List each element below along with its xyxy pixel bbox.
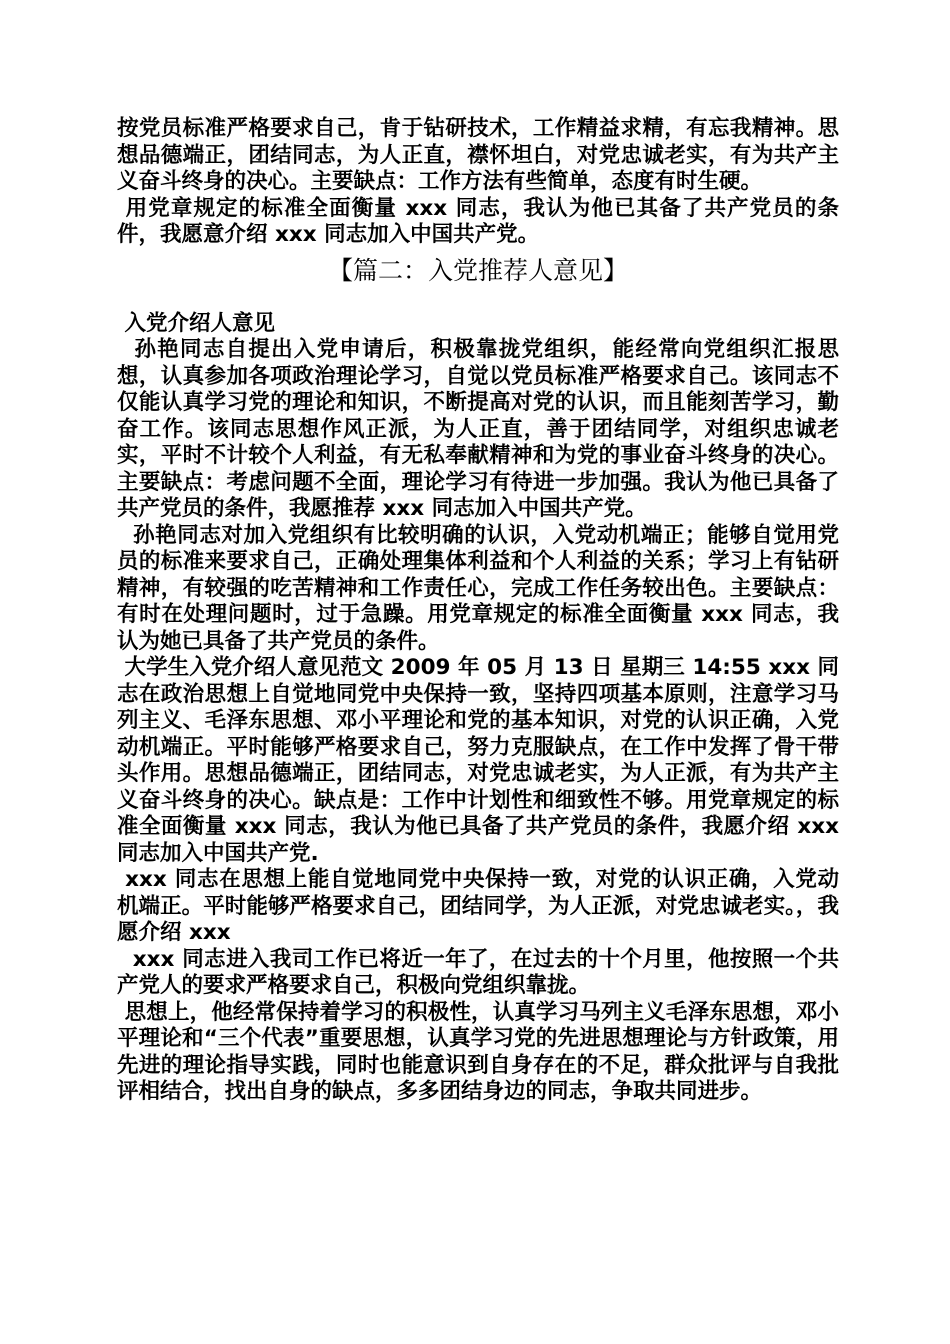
- paragraph-main-1: 孙艳同志自提出入党申请后，积极靠拢党组织，能经常向党组织汇报思想，认真参加各项政治理论学习，自觉以党员标准严格要求自己。该同志不仅能认真学习党的理论和知识，不断提高对党的认识，而且能刻苦学习，勤奋工作。该同志思想作风正派，为人正直，善于团结同学，对组织忠诚老实，平时不计较个人利益，有无私奉献精神和为党的事业奋斗终身的决心。主要缺点：考虑问题不全面，理论学习有待进一步加强。我认为他已具备了共产党员的条件，我愿推荐 xxx 同志加入中国共产党。: [117, 337, 839, 521]
- section-heading: 【篇二：入党推荐人意见】: [327, 255, 628, 285]
- document-page: [117, 116, 847, 1106]
- paragraph-top-1: 按党员标准严格要求自己，肯于钻研技术，工作精益求精，有忘我精神。思想品德端正，团结同志，为人正直，襟怀坦白，对党忠诚老实，有为共产主义奋斗终身的决心。主要缺点：工作方法有些简单，态度有时生硬。: [117, 116, 839, 194]
- paragraph-top-2: 用党章规定的标准全面衡量 xxx 同志，我认为他已其备了共产党员的条件，我愿意介绍 xxx 同志加入中国共产党。: [117, 195, 839, 247]
- paragraph-main-2: 孙艳同志对加入党组织有比较明确的认识，入党动机端正；能够自觉用党员的标准来要求自己，正确处理集体利益和个人利益的关系；学习上有钻研精神，有较强的吃苦精神和工作责任心，完成工作任务较出色。主要缺点：有时在处理问题时，过于急躁。用党章规定的标准全面衡量 xxx 同志，我认为她已具备了共产党员的条件。: [117, 522, 839, 654]
- paragraph-main-6: 思想上，他经常保持着学习的积极性，认真学习马列主义毛泽东思想，邓小平理论和“三个代表”重要思想，认真学习党的先进思想理论与方针政策，用先进的理论指导实践，同时也能意识到自身存在的不足，群众批评与自我批评相结合，找出自身的缺点，多多团结身边的同志，争取共同进步。: [117, 999, 839, 1104]
- sub-heading: 入党介绍人意见: [117, 310, 276, 336]
- paragraph-main-4: xxx 同志在思想上能自觉地同党中央保持一致，对党的认识正确，入党动机端正。平时能够严格要求自己，团结同学，为人正派，对党忠诚老实。，我愿介绍 xxx: [117, 867, 839, 945]
- paragraph-main-5: xxx 同志进入我司工作已将近一年了，在过去的十个月里，他按照一个共产党人的要求严格要求自己，积极向党组织靠拢。: [117, 946, 839, 998]
- paragraph-main-3: 大学生入党介绍人意见范文 2009 年 05 月 13 日 星期三 14:55 xxx 同志在政治思想上自觉地同党中央保持一致，坚持四项基本原则，注意学习马列主义、毛泽东思想、邓小平理论和党的基本知识，对党的认识正确，入党动机端正。平时能够严格要求自己，努力克服缺点，在工作中发挥了骨干带头作用。思想品德端正，团结同志，对党忠诚老实，为人正派，有为共产主义奋斗终身的决心。缺点是：工作中计划性和细致性不够。用党章规定的标准全面衡量 xxx 同志，我认为他已具备了共产党员的条件，我愿介绍 xxx 同志加入中国共产党.: [117, 655, 847, 866]
